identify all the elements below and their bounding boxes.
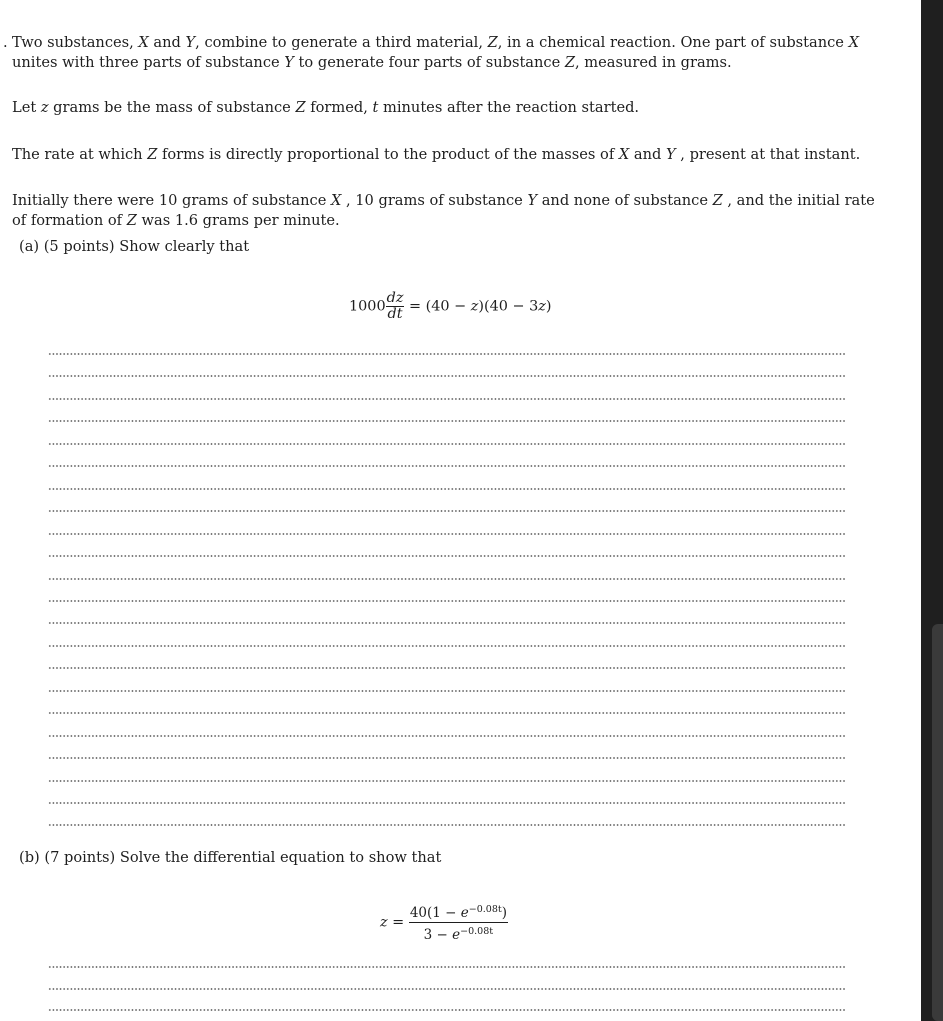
solution-fraction: $\frac{40(1 - e^{-0.08t})}{3 - e^{-0.08t}}$ bbox=[409, 904, 507, 943]
initial-conditions-line-1: Initially there were 10 grams of substance X , 10 grams of substance Y and none of substance Z , and the initial rate bbox=[12, 192, 875, 209]
part-b-points: (7 points) bbox=[44, 849, 116, 866]
answer-line[interactable] bbox=[48, 398, 846, 400]
scrollbar-thumb[interactable] bbox=[932, 624, 943, 1021]
answer-line[interactable] bbox=[48, 824, 846, 826]
answer-line[interactable] bbox=[48, 667, 846, 669]
answer-line[interactable] bbox=[48, 375, 846, 377]
rate-paragraph: The rate at which Z forms is directly proportional to the product of the masses of X and Y , present at that instant. bbox=[12, 146, 861, 163]
part-a-heading bbox=[19, 237, 249, 256]
intro-line-2: unites with three parts of substance Y to generate four parts of substance Z, measured in grams. bbox=[12, 54, 732, 71]
answer-line[interactable] bbox=[48, 690, 846, 692]
definition-paragraph: Let z grams be the mass of substance Z formed, t minutes after the reaction started. bbox=[12, 99, 640, 116]
initial-conditions-line-2: of formation of Z was 1.6 grams per minute. bbox=[12, 212, 340, 229]
answer-line[interactable] bbox=[48, 578, 846, 580]
answer-line[interactable] bbox=[48, 353, 846, 355]
answer-line[interactable] bbox=[48, 1009, 846, 1011]
answer-line[interactable] bbox=[48, 465, 846, 467]
part-b-heading bbox=[19, 848, 441, 867]
part-a-points: (5 points) bbox=[43, 238, 115, 255]
answer-line[interactable] bbox=[48, 443, 846, 445]
answer-line[interactable] bbox=[48, 420, 846, 422]
answer-line[interactable] bbox=[48, 712, 846, 714]
part-b-prompt: Solve the differential equation to show that bbox=[119, 849, 442, 866]
answer-line[interactable] bbox=[48, 735, 846, 737]
part-a-prompt: Show clearly that bbox=[119, 238, 250, 255]
intro-line-1: Two substances, X and Y, combine to generate a third material, Z, in a chemical reaction. One part of substance X bbox=[12, 34, 859, 51]
answer-line[interactable] bbox=[48, 988, 846, 990]
answer-line[interactable] bbox=[48, 555, 846, 557]
answer-line[interactable] bbox=[48, 622, 846, 624]
answer-line[interactable] bbox=[48, 757, 846, 759]
answer-line[interactable] bbox=[48, 645, 846, 647]
answer-line[interactable] bbox=[48, 600, 846, 602]
part-b-equation: z = $\frac{40(1 - e^{-0.08t})}{3 - e^{-0.08t}}$ bbox=[380, 901, 508, 944]
part-a-label: (a) bbox=[19, 238, 40, 255]
derivative-fraction: $\frac{dz}{dt}$ bbox=[386, 290, 404, 322]
answer-line[interactable] bbox=[48, 966, 846, 968]
answer-line[interactable] bbox=[48, 802, 846, 804]
answer-line[interactable] bbox=[48, 533, 846, 535]
answer-line[interactable] bbox=[48, 510, 846, 512]
answer-line[interactable] bbox=[48, 780, 846, 782]
part-b-label: (b) bbox=[19, 849, 40, 866]
part-a-equation: 1000 $\frac{dz}{dt}$ = (40 − z)(40 − 3z) bbox=[349, 290, 552, 322]
answer-line[interactable] bbox=[48, 488, 846, 490]
question-number-mark: . bbox=[3, 34, 8, 51]
